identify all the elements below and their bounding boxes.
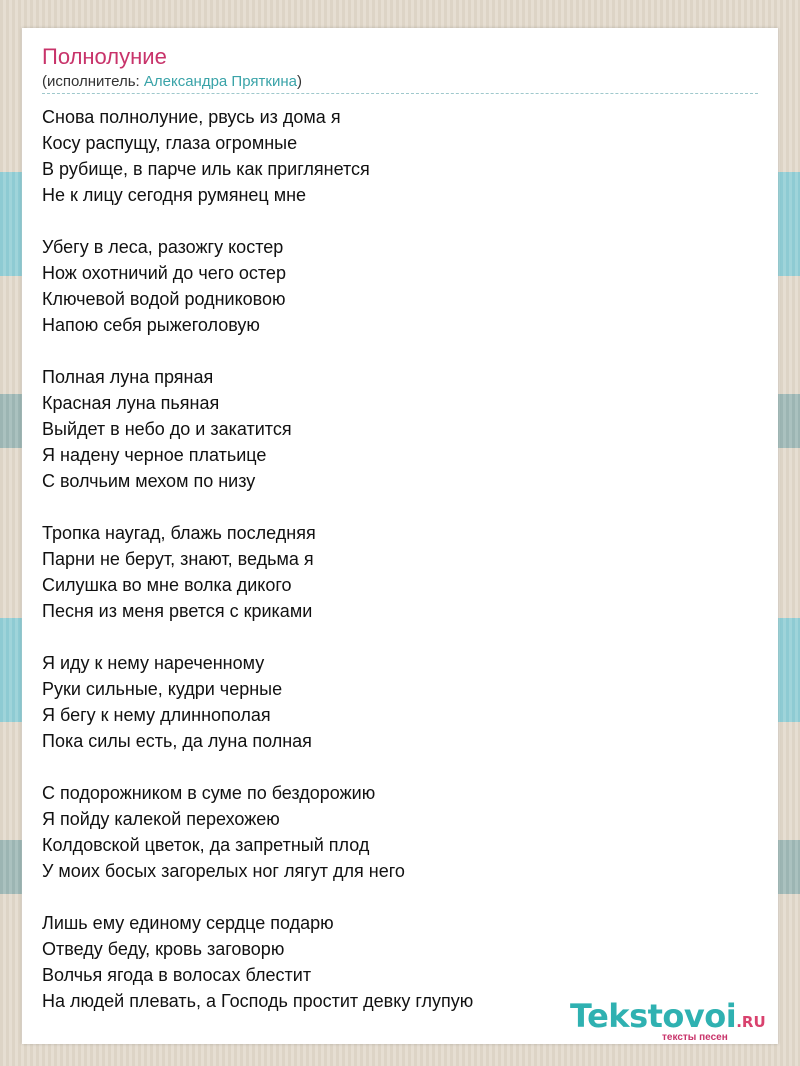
lyric-line: Руки сильные, кудри черные (42, 679, 283, 699)
performer-line (42, 73, 302, 91)
lyric-line: Силушка во мне волка дикого (42, 575, 292, 595)
stanza-break (42, 624, 758, 650)
lyric-line: Ключевой водой родниковою (42, 289, 286, 309)
logo-name: Tekstovoi (570, 997, 737, 1035)
lyric-line: Колдовской цветок, да запретный плод (42, 835, 370, 855)
lyric-line: Снова полнолуние, рвусь из дома я (42, 107, 341, 127)
performer-link[interactable]: Александра Пряткина (143, 73, 297, 90)
stanza-break (42, 754, 758, 780)
site-logo[interactable] (570, 998, 780, 1044)
title-divider (42, 93, 758, 94)
lyric-line: Не к лицу сегодня румянец мне (42, 185, 307, 205)
lyrics-text (42, 104, 758, 1014)
lyric-line: Волчья ягода в волосах блестит (42, 965, 312, 985)
lyric-line: Красная луна пьяная (42, 393, 220, 413)
stanza-break (42, 884, 758, 910)
lyric-line: Песня из меня рвется с криками (42, 601, 313, 621)
lyric-line: У моих босых загорелых ног лягут для него (42, 861, 405, 881)
lyric-line: Косу распущу, глаза огромные (42, 133, 298, 153)
logo-domain: .RU (736, 1013, 766, 1031)
lyric-line: В рубище, в парче иль как приглянется (42, 159, 370, 179)
logo-tagline: тексты песен (662, 1032, 728, 1043)
lyric-line: Выйдет в небо до и закатится (42, 419, 292, 439)
lyric-line: На людей плевать, а Господь простит девку глупую (42, 991, 474, 1011)
lyric-line: Пока силы есть, да луна полная (42, 731, 312, 751)
lyric-line: Я пойду калекой перехожею (42, 809, 280, 829)
lyric-line: Убегу в леса, разожгу костер (42, 237, 284, 257)
lyric-line: Полная луна пряная (42, 367, 214, 387)
lyrics-card (22, 28, 778, 1044)
lyric-line: С подорожником в суме по бездорожию (42, 783, 376, 803)
song-title: Полнолуние (42, 44, 167, 69)
lyric-line: Парни не берут, знают, ведьма я (42, 549, 314, 569)
stanza-break (42, 208, 758, 234)
lyric-line: Напою себя рыжеголовую (42, 315, 260, 335)
lyric-line: Я иду к нему нареченному (42, 653, 265, 673)
lyric-line: Я надену черное платьице (42, 445, 267, 465)
performer-suffix: ) (296, 73, 302, 90)
lyric-line: Нож охотничий до чего остер (42, 263, 286, 283)
lyric-line: С волчьим мехом по низу (42, 471, 256, 491)
lyric-line: Отведу беду, кровь заговорю (42, 939, 285, 959)
performer-prefix: (исполнитель: (42, 73, 144, 90)
stanza-break (42, 494, 758, 520)
lyric-line: Я бегу к нему длиннополая (42, 705, 271, 725)
lyric-line: Лишь ему единому сердце подарю (42, 913, 334, 933)
lyric-line: Тропка наугад, блажь последняя (42, 523, 316, 543)
stanza-break (42, 338, 758, 364)
